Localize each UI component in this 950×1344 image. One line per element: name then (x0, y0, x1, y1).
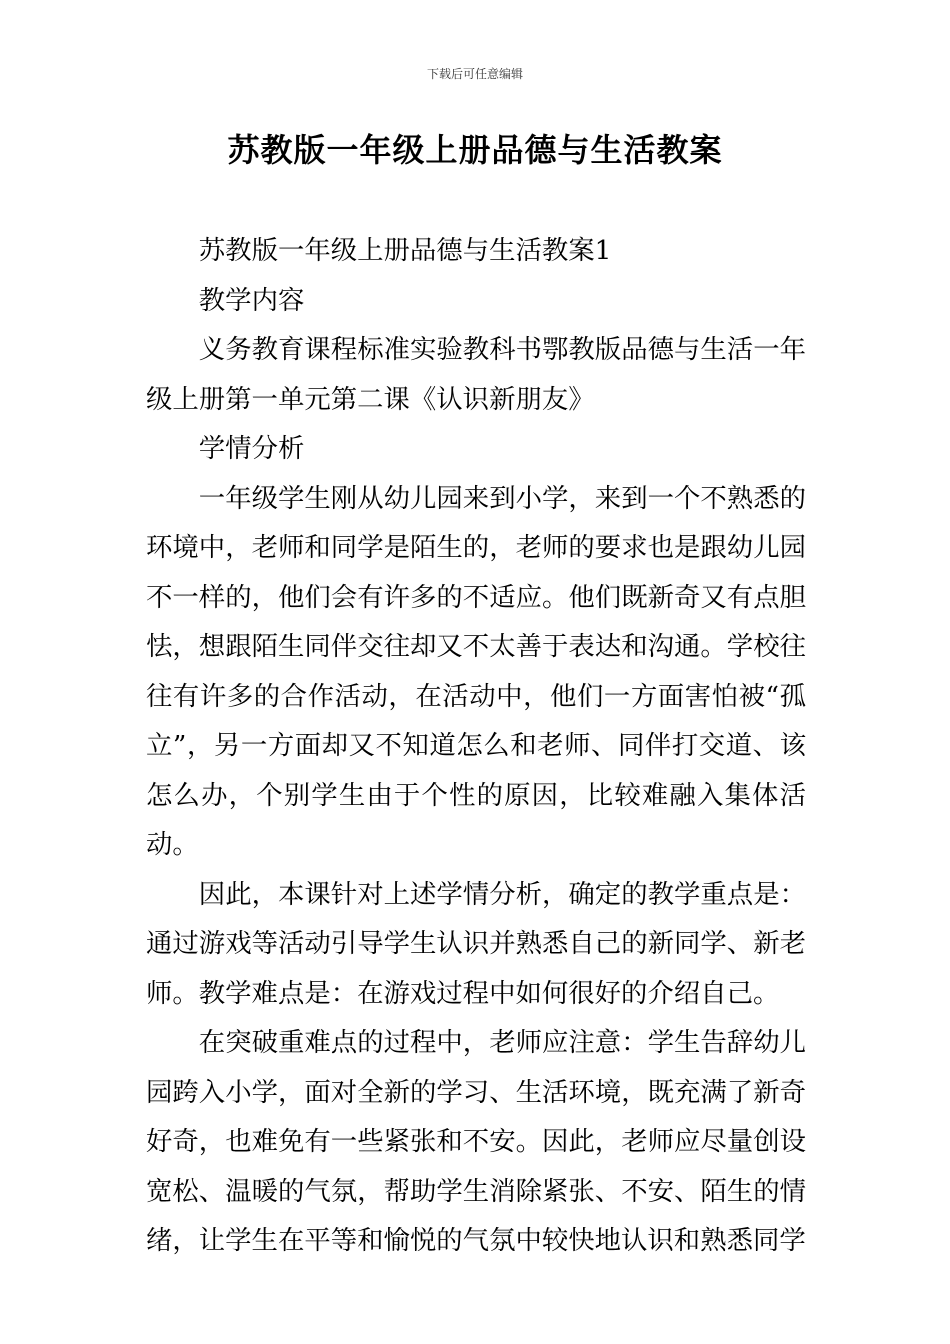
paragraph-subtitle: 苏教版一年级上册品德与生活教案1 (198, 235, 612, 266)
header-note: 下载后可任意编辑 (426, 67, 523, 81)
paragraph-heading-analysis: 学情分析 (198, 433, 305, 464)
paragraph-content: 义务教育课程标准实验教科书鄂教版品德与生活一年级上册第一单元第二课《认识新朋友》 (146, 334, 806, 415)
paragraph-analysis: 一年级学生刚从幼儿园来到小学，来到一个不熟悉的环境中，老师和同学是陌生的，老师的要求也是跟幼儿园不一样的，他们会有许多的不适应。他们既新奇又有点胆怯，想跟陌生同伴交往却又不太善于表达和沟通。学校往往有许多的合作活动，在活动中，他们一方面害怕被“孤立”，另一方面却又不知道怎么和老师、同伴打交道、该怎么办，个别学生由于个性的原因，比较难融入集体活动。 (146, 482, 806, 860)
paragraph-focus: 因此，本课针对上述学情分析，确定的教学重点是：通过游戏等活动引导学生认识并熟悉自己的新同学、新老师。教学难点是：在游戏过程中如何很好的介绍自己。 (146, 878, 806, 1009)
paragraph-heading-content: 教学内容 (198, 284, 305, 316)
paragraph-notes: 在突破重难点的过程中，老师应注意：学生告辞幼儿园跨入小学，面对全新的学习、生活环境，既充满了新奇好奇，也难免有一些紧张和不安。因此，老师应尽量创设宽松、温暖的气氛，帮助学生消除紧张、不安、陌生的情绪，让学生在平等和愉悦的气氛中较快地认识和熟悉同学 (146, 1027, 806, 1256)
document-body (146, 226, 806, 1266)
document-title: 苏教版一年级上册品德与生活教案 (227, 131, 723, 169)
